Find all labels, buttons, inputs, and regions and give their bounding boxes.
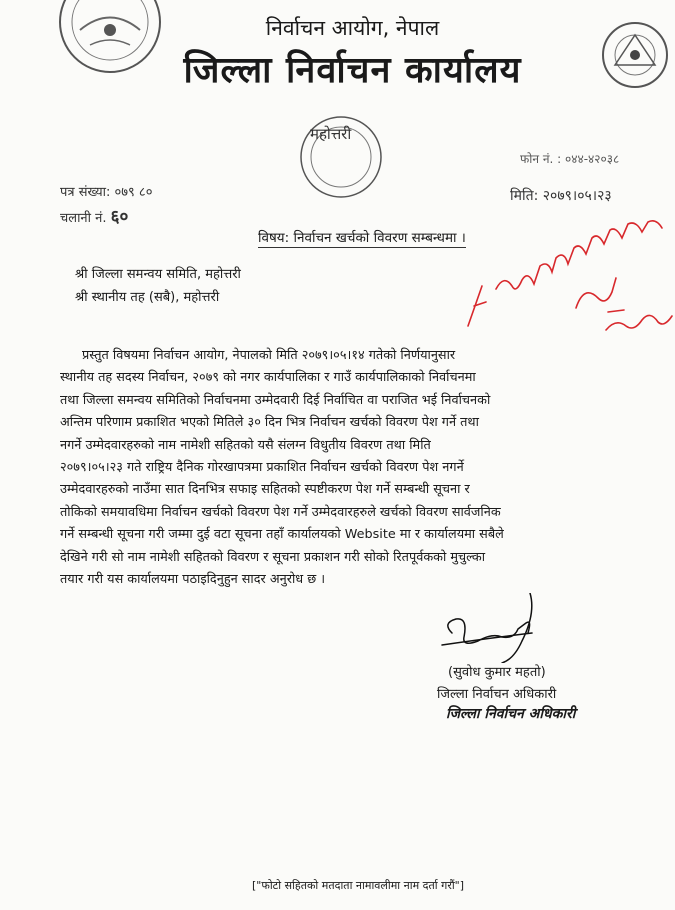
letter-body [60,345,625,591]
dispatch-number [60,204,128,227]
subject-line: विषय: निर्वाचन खर्चको विवरण सम्बन्धमा । [258,230,466,246]
body-line: प्रस्तुत विषयमा निर्वाचन आयोग, नेपालको मिति २०७९।०५।१४ गतेको निर्णयानुसार [82,348,456,363]
body-line: अन्तिम परिणाम प्रकाशित भएको मितिले ३० दिन भित्र निर्वाचन खर्चको विवरण पेश गर्ने तथा [60,415,479,431]
signatory-title: जिल्ला निर्वाचन अधिकारी [437,687,557,702]
signatory-name: (सुवोध कुमार महतो) [448,665,546,680]
body-line: तथा जिल्ला समन्वय समितिको निर्वाचनमा उम्मेदवारी दिई निर्वाचित वा पराजित भई निर्वाचनको [60,392,491,408]
patra-label: पत्र संख्या: [60,185,111,200]
recipient-2: श्री स्थानीय तह (सबै), महोत्तरी [75,290,220,305]
phone-number [520,150,619,167]
body-line: गर्ने सम्बन्धी सूचना गरी जम्मा दुई वटा सूचना तहाँ कार्यालयको Website मा र कार्यालयमा सबैले [60,527,504,543]
chalani-value: ६० [110,207,129,227]
footer-slogan: ["फोटो सहितको मतदाता नामावलीमा नाम दर्ता गरौं"] [252,879,465,892]
signature-scribble [422,593,622,667]
body-line: तोकिको समयावधिमा निर्वाचन खर्चको विवरण पेश गर्ने उम्मेदवारहरुले खर्चको विवरण सार्वजनिक [60,504,501,520]
patra-value: ०७९ ८० [114,185,153,200]
phone-label: फोन नं. [520,152,554,166]
reference-number [60,182,152,200]
chalani-label: चलानी नं. [60,211,107,226]
organization-title: निर्वाचन आयोग, नेपाल [265,16,440,40]
recipient-1: श्री जिल्ला समन्वय समिति, महोत्तरी [75,267,241,282]
stamp-text: महोत्तरी [310,125,352,143]
body-line: तयार गरी यस कार्यालयमा पठाइदिनुहुन सादर अनुरोध छ । [60,572,326,588]
date-label: मिति: [510,188,539,204]
body-line: उम्मेदवारहरुको नाउँमा सात दिनभित्र सफाइ सहितको स्पष्टीकरण पेश गर्ने सम्बन्धी सूचना र [60,482,470,498]
body-line: स्थानीय तह सदस्य निर्वाचन, २०७९ को नगर कार्यपालिका र गाउँ कार्यपालिकाको निर्वाचनमा [60,370,476,386]
body-line: देखिने गरी सो नाम नामेशी सहितको विवरण र सूचना प्रकाशन गरी सोको रितपूर्वकको मुचुल्का [60,549,486,565]
body-line: नगर्ने उम्मेदवारहरुको नाम नामेशी सहितको यसै संलग्न विधुतीय विवरण तथा मिति [60,437,431,453]
office-title: जिल्ला निर्वाचन कार्यालय [183,50,522,91]
phone-value: : ०४४-४२०३८ [557,152,620,166]
letter-date [510,186,612,205]
signatory-stamp: जिल्ला निर्वाचन अधिकारी [446,706,576,722]
date-value: २०७९।०५।२३ [542,188,612,204]
body-line: २०७९।०५।२३ गते राष्ट्रिय दैनिक गोरखापत्रमा प्रकाशित निर्वाचन खर्चको विवरण पेश नगर्ने [60,460,464,476]
handwritten-annotation [456,214,675,334]
office-stamp [296,112,386,202]
